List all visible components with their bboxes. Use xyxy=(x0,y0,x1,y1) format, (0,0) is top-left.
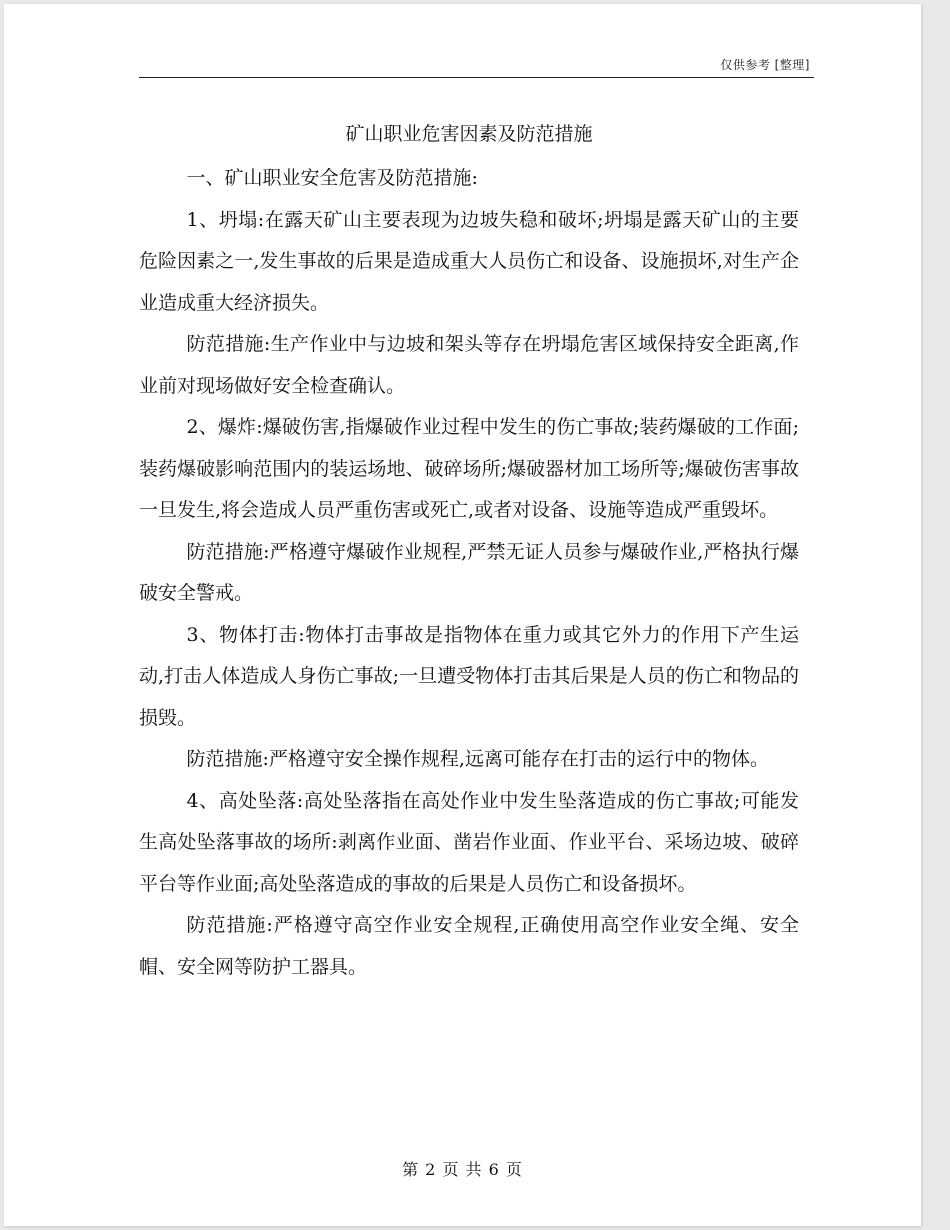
document-page xyxy=(4,4,921,1226)
document-body xyxy=(139,116,799,988)
paragraph-object-strike: 3、物体打击:物体打击事故是指物体在重力或其它外力的作用下产生运动,打击人体造成人身伤亡事故;一旦遭受物体打击其后果是人员的伤亡和物品的损毁。 xyxy=(139,623,799,729)
paragraph-fall-measures: 防范措施:严格遵守高空作业安全规程,正确使用高空作业安全绳、安全帽、安全网等防护工器具。 xyxy=(139,914,799,978)
document-title: 矿山职业危害因素及防范措施 xyxy=(345,123,593,145)
paragraph-object-strike-measures: 防范措施:严格遵守安全操作规程,远离可能存在打击的运行中的物体。 xyxy=(186,748,769,770)
paragraph-explosion-measures: 防范措施:严格遵守爆破作业规程,严禁无证人员参与爆破作业,严格执行爆破安全警戒。 xyxy=(139,540,799,604)
paragraph-collapse: 1、坍塌:在露天矿山主要表现为边坡失稳和破坏;坍塌是露天矿山的主要危险因素之一,发生事故的后果是造成重大人员伤亡和设备、设施损坏,对生产企业造成重大经济损失。 xyxy=(139,208,799,314)
paragraph-fall: 4、高处坠落:高处坠落指在高处作业中发生坠落造成的伤亡事故;可能发生高处坠落事故的场所:剥离作业面、凿岩作业面、作业平台、采场边坡、破碎平台等作业面;高处坠落造成的事故的后果是人员伤亡和设备损坏。 xyxy=(139,789,799,895)
section-heading: 一、矿山职业安全危害及防范措施: xyxy=(186,167,478,189)
paragraph-explosion: 2、爆炸:爆破伤害,指爆破作业过程中发生的伤亡事故;装药爆破的工作面;装药爆破影响范围内的装运场地、破碎场所;爆破器材加工场所等;爆破伤害事故一旦发生,将会造成人员严重伤害或死亡,或者对设备、设施等造成严重毁坏。 xyxy=(139,416,799,521)
header-divider xyxy=(139,77,814,78)
paragraph-collapse-measures: 防范措施:生产作业中与边坡和架头等存在坍塌危害区域保持安全距离,作业前对现场做好安全检查确认。 xyxy=(139,333,799,397)
page-number: 第 2 页 共 6 页 xyxy=(402,1160,523,1179)
header-note: 仅供参考 [整理] xyxy=(720,58,810,72)
